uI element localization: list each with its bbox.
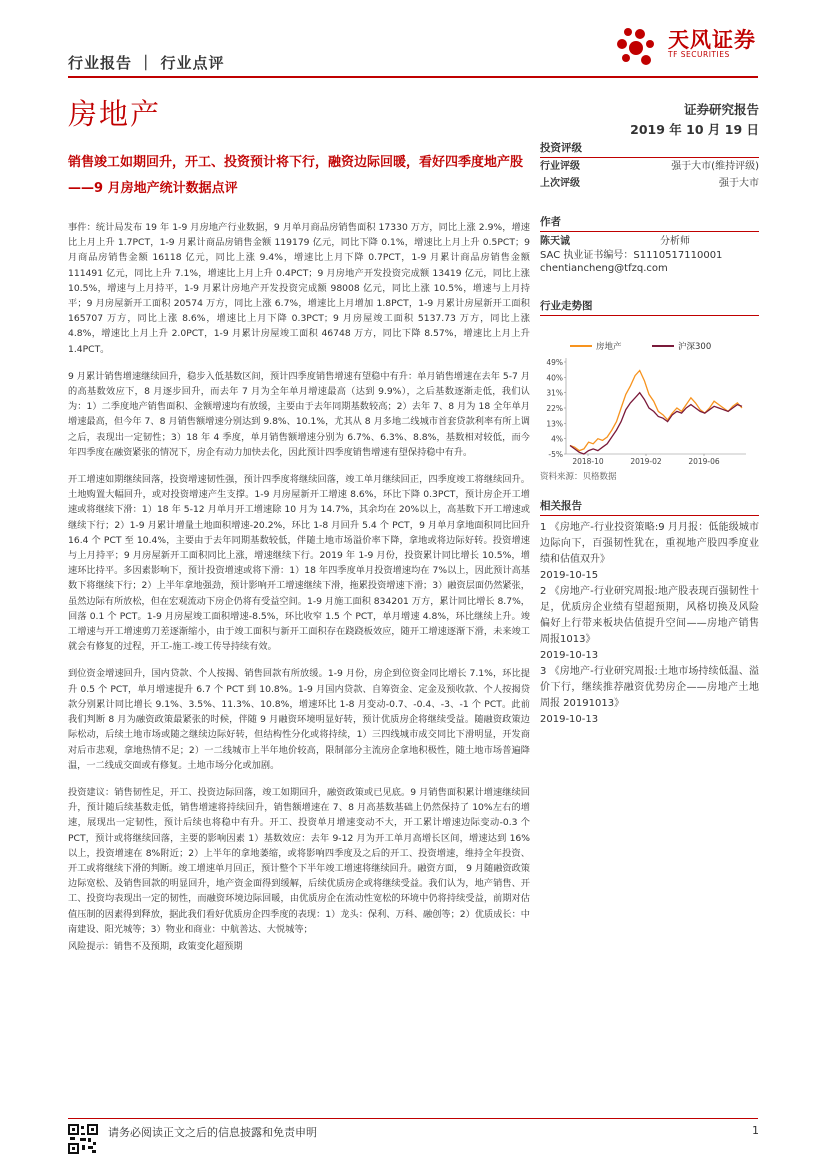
related-date: 2019-10-13 xyxy=(540,714,599,725)
related-heading: 相关报告 xyxy=(540,498,759,516)
qr-code-icon xyxy=(68,1124,98,1154)
paragraph-construction: 开工增速如期继续回落，投资增速韧性强，预计四季度将继续回落，竣工单月继续回正，四季度竣工将继续回升。土地购置大幅回升，或对投资增速产生支撑。1-9 月房屋新开工增速 8.6%，环比下降 0.3PCT，预计房企开工增速或将继续下滑：1）18 年 5-12 月单月开工增速除 10 月为 14.7%，其余均在 20%以上，高基数下开工增速或继续下行；2）1-9 月累计增量土地面积增速-20.2%，环比 1-8 月回升 5.4 个 PCT，9 月单月拿地面积同比回升 16.4 个 PCT 至 10.4%，主要由于去年同期基数较低，伴随土地市场溢价率下降，拿地或将边际好转。投资增速与上月持平；9 月房屋新开工面积同比上涨，增速继续下行。2019 年 1-9 月份，投资累计同比增长 10.5%，增速环比持平。多因素影响下，预计投资增速或将下滑：1）18 年四季度单月投资增速均在 7%以上，因此预计高基数下将继续下行；2）上半年拿地强劲，预计影响开工增速继续下滑，拖累投资增速下滑；3）融资层面仍然紧张，虽然边际有所放松，但在宏观流动下房企仍将有受益空间。1-9 月施工面积 834201 万方，累计同比增长 8.7%，回落 0.1 个 PCT。1-9 月房屋竣工面积增速-8.5%，环比收窄 1.5 个 PCT，单月增速 4.8%，环比继续上升。竣工增速与开工增速剪刀差逐渐缩小，由于竣工面积与新开工面积存在跷跷板效应，随开工增速逐渐下滑，未来竣工就会有修复的过程，开工-施工-竣工传导持续有效。 xyxy=(68,474,530,653)
related-date: 2019-10-15 xyxy=(540,570,599,581)
author-cert: SAC 执业证书编号：S1110517110001 xyxy=(540,249,723,261)
series-line xyxy=(570,371,742,451)
paragraph-funding: 到位资金增速回升，国内贷款、个人按揭、销售回款有所放缓。1-9 月份，房企到位资金同比增长 7.1%，环比提升 0.5 个 PCT，单月增速提升 6.7 个 PCT 到 10.8%。1-9 月国内贷款、自筹资金、定金及预收款、个人按揭贷款分别累计同比增长 9.1%、3.5%、11.3%、10.8%，增速环比 1-8 月变动-0.7、-0.4、-3、-1 个 PCT。此前我们判断 8 月为融资政策最紧张的时候，伴随 9 月融资环境明显好转，预计优质房企将继续受益。随融资政策边际松动，后续土地市场或随之继续边际好转，但结构性分化或将持续，1）三四线城市成交同比下滑明显，开发商对后市悲观，拿地热情不足；2）一二线城市上半年地价较高，限制部分主流房企拿地积极性，随土地市场普遍降温，一二线成交面或有修复。土地市场分化或加剧。 xyxy=(68,668,530,771)
footer-divider xyxy=(68,1118,758,1119)
legend-label: 沪深300 xyxy=(678,342,712,352)
chart-source: 资料来源：贝格数据 xyxy=(540,472,617,482)
author-section xyxy=(540,214,759,276)
author-email[interactable]: chentiancheng@tfzq.com xyxy=(540,263,668,274)
y-tick-label: 40% xyxy=(546,373,563,383)
paragraph-investment-advice: 投资建议：销售韧性足，开工、投资边际回落，竣工如期回升，融资政策或已见底。9 月销售面积累计增速继续回升，预计随后续基数走低，销售增速将持续回升，销售额增速在 7、8 月高基数基础上仍然保持了 10%左右的增速，展现出一定韧性，预计后续也将稳中有升。开工、投资单月增速变动不大，开工累计增速边际变动-0.3 个 PCT，预计或将继续回落，主要的影响因素 1）基数效应：去年 9-12 月为开工单月高增长区间，增速达到 16%以上，投资增速在 8%附近；2）上半年的拿地萎缩，或将影响四季度及之后的开工、投资增速，维持全年投资、开工或将继续下滑的判断。竣工增速单月回正，预计整个下半年竣工增速将继续回升。融资方面， 9 月随融资政策边际宽松、及销售回款的明显回升，地产资金面得到缓解，后续优质房企或将继续受益。我们认为，地产销售、开工、投资均表现出一定的韧性，而融资环境边际回暖，由优质房企在流动性宽松的环境中仍将持续受益，前期对估值压制的因素得到释放，据此我们看好优质房企四季度的表现：1）龙头：保利、万科、融创等；2）优质成长：中南建设、阳光城等；3）物业和商业：中航善达、大悦城等； xyxy=(68,786,530,935)
rating-row xyxy=(540,158,759,175)
paragraph-event: 事件：统计局发布 19 年 1-9 月房地产行业数据，9 月单月商品房销售面积 17330 万方，同比上涨 2.9%，增速比上月上升 1.7PCT，1-9 月累计商品房销售金额 119179 亿元，同比下降 0.1%，增速比上月上升 0.5PCT；9 月商品房销售金额 16118 亿元，同比上涨 9.4%，增速比上月下降 0.7PCT，1-9 月累计商品房销售金额 111491 亿元，同比上升 7.1%，增速比上月上升 0.4PCT；9 月房地产开发投资完成额 13419 亿元，同比上涨 10.5%，增速与上月持平，1-9 月累计房地产开发投资完成额 98008 亿元，同比上涨 10.5%，增速与上月持平；9 月房屋新开工面积 20574 万方，同比上涨 6.7%，增速比上月增加 1.8PCT，1-9 月累计房屋新开工面积 165707 万方，同比上涨 8.6%，增速比上月下降 0.3PCT；9 月房屋竣工面积 5137.73 万方，同比上涨 4.8%，增速比上月上升 2.0PCT，1-9 月累计房屋竣工面积 46748 万方，同比下降 8.57%，增速比上月上升 1.4PCT。 xyxy=(68,222,530,355)
author-line xyxy=(540,235,690,249)
y-tick-label: 4% xyxy=(551,434,563,444)
report-category: 行业报告 ｜ 行业点评 xyxy=(68,54,225,72)
related-report[interactable]: 3 《房地产-行业研究周报:土地市场持续低温、溢价下行，继续推荐融资优势房企——房地产土地周报 20191013》 xyxy=(540,666,759,709)
related-date: 2019-10-13 xyxy=(540,650,599,661)
y-tick-label: 13% xyxy=(546,419,563,429)
rating-key: 上次评级 xyxy=(540,178,580,189)
rating-value: 强于大市 xyxy=(719,178,759,189)
header-divider xyxy=(68,76,758,78)
author-role: 分析师 xyxy=(660,236,690,247)
y-tick-label: -5% xyxy=(548,450,563,459)
related-section xyxy=(540,498,759,728)
chart-section xyxy=(540,298,759,482)
trend-chart xyxy=(540,316,759,466)
rating-heading: 投资评级 xyxy=(540,140,759,158)
paragraph-sales: 9 月累计销售增速继续回升，稳步入低基数区间，预计四季度销售增速有望稳中有升：单月销售增速在去年 5-7 月的高基数效应下，8 月逐步回升，而去年 7 月为全年单月增速最高（达到 9.9%），之后基数逐渐走低，我们认为：1）二季度地产销售面积、金额增速均有放缓，主要由于去年同期基数较高；2）去年 7、8 月为 18 全年单月增速最高，但今年 7、8 月销售额增速分别达到 9.8%、10.1%，尤其从 8 月多地二线城市首套贷款利率有所上调之后，表现出一定韧性；3）18 年 4 季度，单月销售额增速分别为 6.7%、6.3%、8.8%，基数相对较低，而今年四季度在融资紧张的情况下，房企有动力加快去化，因此预计四季度销售增速有望保持稳中有升。 xyxy=(68,370,530,458)
headline: 销售竣工如期回升，开工、投资预计将下行，融资边际回暖，看好四季度地产股——9 月房地产统计数据点评 xyxy=(68,155,524,196)
report-type: 证券研究报告 xyxy=(683,102,759,117)
related-report[interactable]: 2 《房地产-行业研究周报:地产股表现百强韧性十足，优质房企业绩有望超预期，风格切换及风险偏好上行带来板块估值提升空间——房地产销售周报1013》 xyxy=(540,586,759,645)
series-line xyxy=(570,393,742,454)
sector-title: 房地产 xyxy=(68,97,162,131)
paragraph-risk: 风险提示：销售不及预期，政策变化超预期 xyxy=(68,940,243,952)
related-report[interactable]: 1 《房地产-行业投资策略:9 月月报：低能级城市边际向下，百强韧性犹在，重视地产股四季度业绩和估值双升》 xyxy=(540,522,759,565)
x-tick-label: 2019-06 xyxy=(688,457,720,466)
rating-value: 强于大市(维持评级) xyxy=(671,161,759,172)
y-tick-label: 49% xyxy=(546,358,563,367)
x-tick-label: 2019-02 xyxy=(630,457,662,466)
x-tick-label: 2018-10 xyxy=(572,457,604,466)
related-list xyxy=(540,520,759,728)
legend-label: 房地产 xyxy=(596,342,622,352)
author-heading: 作者 xyxy=(540,214,759,232)
y-tick-label: 22% xyxy=(546,404,563,413)
rating-key: 行业评级 xyxy=(540,161,580,172)
footer-disclaimer[interactable]: 请务必阅读正文之后的信息披露和免责申明 xyxy=(108,1126,317,1139)
main-body xyxy=(68,220,530,966)
logo-subtitle: TF SECURITIES xyxy=(668,50,730,59)
rating-section xyxy=(540,140,759,192)
rating-row xyxy=(540,175,759,192)
author-name: 陈天诚 xyxy=(540,236,570,247)
logo-name: 天风证券 xyxy=(668,28,756,52)
page-number: 1 xyxy=(752,1124,759,1137)
y-tick-label: 31% xyxy=(546,388,563,398)
chart-heading: 行业走势图 xyxy=(540,298,759,316)
report-date: 2019 年 10 月 19 日 xyxy=(630,122,759,137)
